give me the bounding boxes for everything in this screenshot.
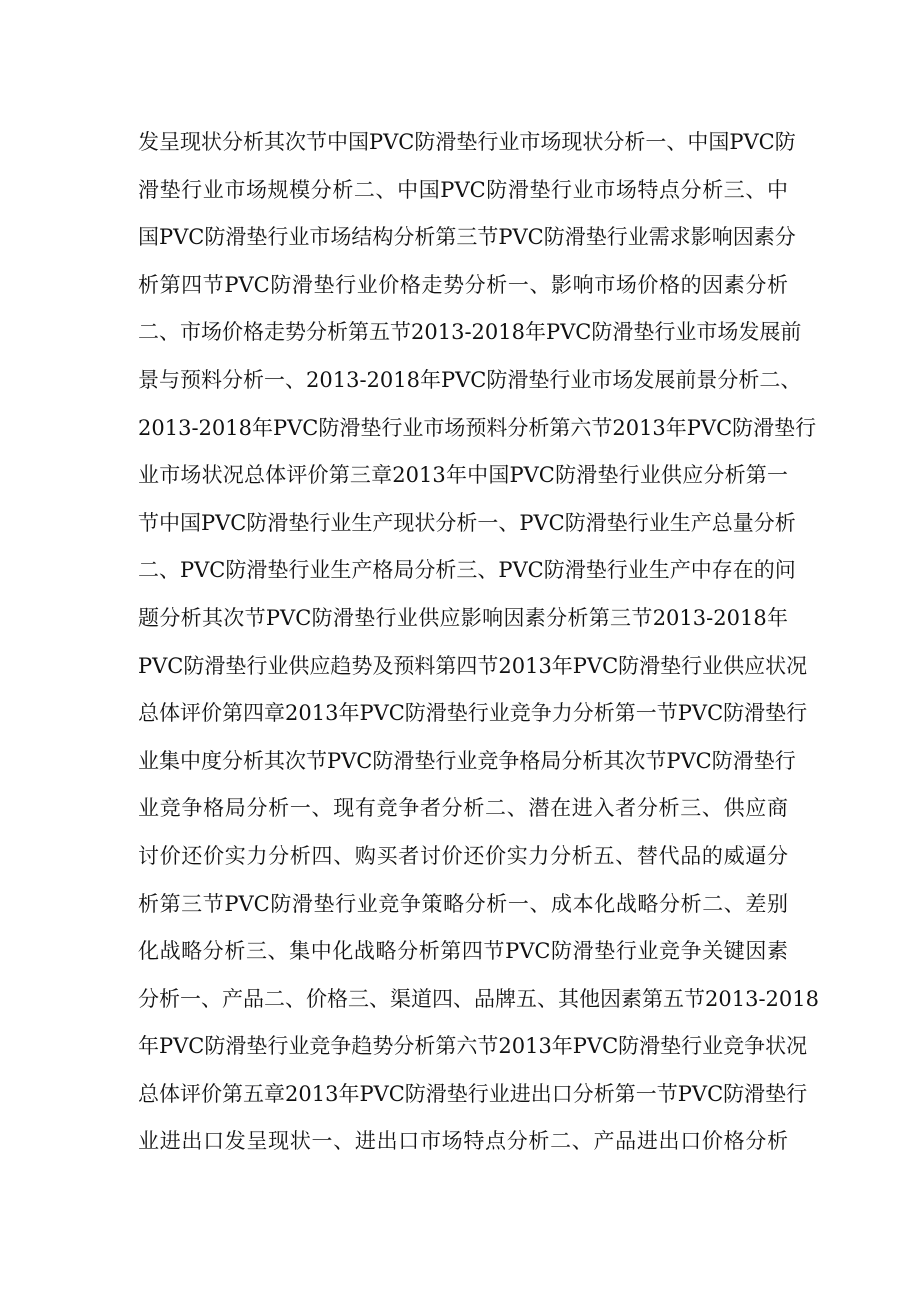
text-line: 二、市场价格走势分析第五节2013-2018年PVC防滑垫行业市场发展前 — [138, 320, 802, 345]
text-line: 业市场状况总体评价第三章2013年中国PVC防滑垫行业供应分析第一 — [138, 463, 788, 488]
text-line: 国PVC防滑垫行业市场结构分析第三节PVC防滑垫行业需求影响因素分 — [138, 225, 796, 250]
text-line: 年PVC防滑垫行业竞争趋势分析第六节2013年PVC防滑垫行业竞争状况 — [138, 1034, 808, 1059]
text-line: 分析一、产品二、价格三、渠道四、品牌五、其他因素第五节2013-2018 — [138, 986, 819, 1011]
text-line: 滑垫行业市场规模分析二、中国PVC防滑垫行业市场特点分析三、中 — [138, 177, 788, 202]
text-line: 业竞争格局分析一、现有竞争者分析二、潜在进入者分析三、供应商 — [138, 796, 788, 821]
text-line: 化战略分析三、集中化战略分析第四节PVC防滑垫行业竞争关键因素 — [138, 939, 788, 964]
text-line: 析第四节PVC防滑垫行业价格走势分析一、影响市场价格的因素分析 — [138, 272, 788, 297]
text-line: 析第三节PVC防滑垫行业竞争策略分析一、成本化战略分析二、差别 — [138, 891, 788, 916]
text-line: 业进出口发呈现状一、进出口市场特点分析二、产品进出口价格分析 — [138, 1129, 788, 1154]
body-text — [138, 119, 819, 1166]
text-line: 总体评价第四章2013年PVC防滑垫行业竞争力分析第一节PVC防滑垫行 — [138, 701, 808, 726]
text-line: 题分析其次节PVC防滑垫行业供应影响因素分析第三节2013-2018年 — [138, 605, 788, 630]
text-line: 景与预料分析一、2013-2018年PVC防滑垫行业市场发展前景分析二、 — [138, 367, 802, 392]
text-line: 2013-2018年PVC防滑垫行业市场预料分析第六节2013年PVC防滑垫行 — [138, 415, 817, 440]
text-line: 业集中度分析其次节PVC防滑垫行业竞争格局分析其次节PVC防滑垫行 — [138, 748, 796, 773]
text-line: 讨价还价实力分析四、购买者讨价还价实力分析五、替代品的威逼分 — [138, 843, 788, 868]
text-line: PVC防滑垫行业供应趋势及预料第四节2013年PVC防滑垫行业供应状况 — [138, 653, 808, 678]
text-line: 总体评价第五章2013年PVC防滑垫行业进出口分析第一节PVC防滑垫行 — [138, 1081, 808, 1106]
text-line: 二、PVC防滑垫行业生产格局分析三、PVC防滑垫行业生产中存在的问 — [138, 558, 796, 583]
text-line: 节中国PVC防滑垫行业生产现状分析一、PVC防滑垫行业生产总量分析 — [138, 510, 796, 535]
text-line: 发呈现状分析其次节中国PVC防滑垫行业市场现状分析一、中国PVC防 — [138, 130, 796, 154]
